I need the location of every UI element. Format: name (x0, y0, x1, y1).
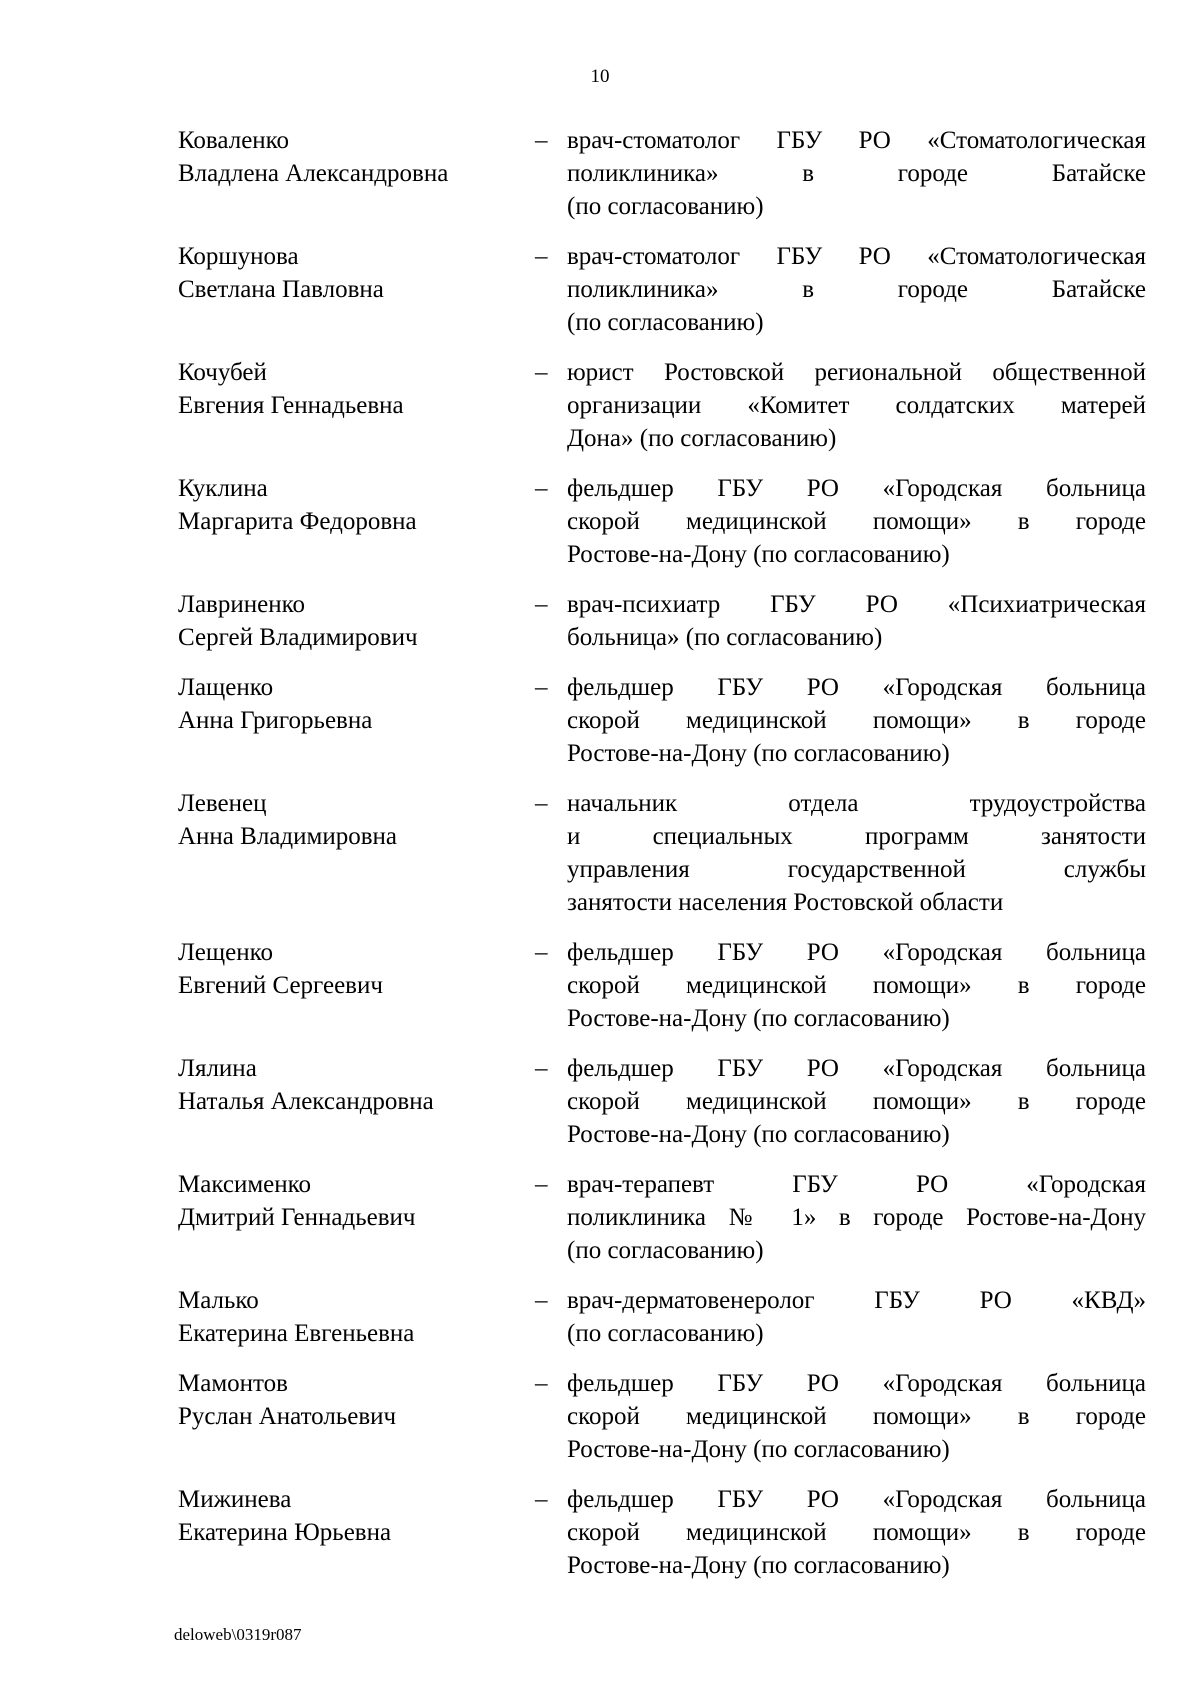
description-line: врач-стоматолог ГБУ РО «Стоматологическая (567, 243, 1146, 270)
description-line: (по согласованию) (567, 1237, 764, 1264)
list-item (178, 1483, 1146, 1582)
document-code: deloweb\0319r087 (174, 1625, 302, 1644)
description-line: поликлиника» в городе Батайске (567, 276, 1146, 303)
position-description (567, 240, 1146, 339)
list-item (178, 787, 1146, 919)
description-line: скорой медицинской помощи» в городе (567, 1403, 1146, 1430)
dash-separator: – (535, 359, 548, 386)
given-names: Владлена Александровна (178, 160, 449, 187)
member-list (178, 124, 1146, 1599)
dash-separator: – (535, 1171, 548, 1198)
position-description (567, 1284, 1146, 1350)
surname: Лавриненко (178, 591, 305, 618)
position-description (567, 1367, 1146, 1466)
description-line: врач-дерматовенеролог ГБУ РО «КВД» (567, 1287, 1146, 1314)
position-description (567, 787, 1146, 919)
description-line: Ростове-на-Дону (по согласованию) (567, 1436, 950, 1463)
description-line: Ростове-на-Дону (по согласованию) (567, 1005, 950, 1032)
surname: Мамонтов (178, 1370, 288, 1397)
person-name (178, 671, 535, 737)
position-description (567, 671, 1146, 770)
description-line: поликлиника № 1» в городе Ростове-на-Дону (567, 1204, 1146, 1231)
description-line: (по согласованию) (567, 1320, 764, 1347)
given-names: Екатерина Евгеньевна (178, 1320, 415, 1347)
given-names: Анна Владимировна (178, 823, 397, 850)
dash-separator: – (535, 1055, 548, 1082)
description-line: фельдшер ГБУ РО «Городская больница (567, 674, 1146, 701)
given-names: Сергей Владимирович (178, 624, 418, 651)
surname: Куклина (178, 475, 268, 502)
person-name (178, 356, 535, 422)
description-line: (по согласованию) (567, 193, 764, 220)
position-description (567, 356, 1146, 455)
position-description (567, 1168, 1146, 1267)
description-line: организации «Комитет солдатских матерей (567, 392, 1146, 419)
list-item (178, 240, 1146, 339)
description-line: юрист Ростовской региональной общественной (567, 359, 1146, 386)
dash-separator: – (535, 1287, 548, 1314)
description-line: (по согласованию) (567, 309, 764, 336)
surname: Малько (178, 1287, 259, 1314)
surname: Мижинева (178, 1486, 292, 1513)
list-item (178, 1284, 1146, 1350)
description-line: занятости населения Ростовской области (567, 889, 1004, 916)
dash-separator: – (535, 790, 548, 817)
given-names: Маргарита Федоровна (178, 508, 417, 535)
description-line: больница» (по согласованию) (567, 624, 883, 651)
position-description (567, 124, 1146, 223)
page-number: 10 (590, 66, 610, 87)
description-line: Ростове-на-Дону (по согласованию) (567, 541, 950, 568)
surname: Кочубей (178, 359, 267, 386)
list-item (178, 671, 1146, 770)
dash-separator: – (535, 127, 548, 154)
list-item (178, 472, 1146, 571)
surname: Левенец (178, 790, 267, 817)
description-line: фельдшер ГБУ РО «Городская больница (567, 939, 1146, 966)
list-item (178, 356, 1146, 455)
description-line: и специальных программ занятости (567, 823, 1146, 850)
dash-separator: – (535, 674, 548, 701)
list-item (178, 1168, 1146, 1267)
surname: Лащенко (178, 674, 274, 701)
description-line: фельдшер ГБУ РО «Городская больница (567, 1055, 1146, 1082)
person-name (178, 787, 535, 853)
given-names: Руслан Анатольевич (178, 1403, 397, 1430)
person-name (178, 936, 535, 1002)
dash-separator: – (535, 1486, 548, 1513)
position-description (567, 472, 1146, 571)
description-line: начальник отдела трудоустройства (567, 790, 1146, 817)
description-line: скорой медицинской помощи» в городе (567, 1088, 1146, 1115)
description-line: Ростове-на-Дону (по согласованию) (567, 740, 950, 767)
person-name (178, 1367, 535, 1433)
surname: Лещенко (178, 939, 273, 966)
position-description (567, 1483, 1146, 1582)
list-item (178, 588, 1146, 654)
person-name (178, 1052, 535, 1118)
description-line: скорой медицинской помощи» в городе (567, 707, 1146, 734)
surname: Коршунова (178, 243, 299, 270)
description-line: скорой медицинской помощи» в городе (567, 508, 1146, 535)
description-line: врач-терапевт ГБУ РО «Городская (567, 1171, 1146, 1198)
description-line: управления государственной службы (567, 856, 1146, 883)
list-item (178, 936, 1146, 1035)
given-names: Светлана Павловна (178, 276, 384, 303)
person-name (178, 1483, 535, 1549)
person-name (178, 472, 535, 538)
description-line: врач-психиатр ГБУ РО «Психиатрическая (567, 591, 1146, 618)
position-description (567, 936, 1146, 1035)
list-item (178, 1367, 1146, 1466)
given-names: Анна Григорьевна (178, 707, 373, 734)
description-line: скорой медицинской помощи» в городе (567, 972, 1146, 999)
surname: Максименко (178, 1171, 311, 1198)
person-name (178, 240, 535, 306)
dash-separator: – (535, 475, 548, 502)
list-item (178, 124, 1146, 223)
position-description (567, 1052, 1146, 1151)
description-line: фельдшер ГБУ РО «Городская больница (567, 1486, 1146, 1513)
description-line: фельдшер ГБУ РО «Городская больница (567, 1370, 1146, 1397)
given-names: Евгений Сергеевич (178, 972, 383, 999)
description-line: поликлиника» в городе Батайске (567, 160, 1146, 187)
list-item (178, 1052, 1146, 1151)
description-line: врач-стоматолог ГБУ РО «Стоматологическая (567, 127, 1146, 154)
given-names: Дмитрий Геннадьевич (178, 1204, 416, 1231)
person-name (178, 1168, 535, 1234)
surname: Лялина (178, 1055, 257, 1082)
person-name (178, 1284, 535, 1350)
position-description (567, 588, 1146, 654)
description-line: Ростове-на-Дону (по согласованию) (567, 1121, 950, 1148)
person-name (178, 124, 535, 190)
given-names: Екатерина Юрьевна (178, 1519, 392, 1546)
given-names: Наталья Александровна (178, 1088, 434, 1115)
given-names: Евгения Геннадьевна (178, 392, 404, 419)
person-name (178, 588, 535, 654)
surname: Коваленко (178, 127, 290, 154)
dash-separator: – (535, 939, 548, 966)
description-line: фельдшер ГБУ РО «Городская больница (567, 475, 1146, 502)
description-line: Ростове-на-Дону (по согласованию) (567, 1552, 950, 1579)
description-line: скорой медицинской помощи» в городе (567, 1519, 1146, 1546)
description-line: Дона» (по согласованию) (567, 425, 837, 452)
dash-separator: – (535, 243, 548, 270)
dash-separator: – (535, 1370, 548, 1397)
dash-separator: – (535, 591, 548, 618)
